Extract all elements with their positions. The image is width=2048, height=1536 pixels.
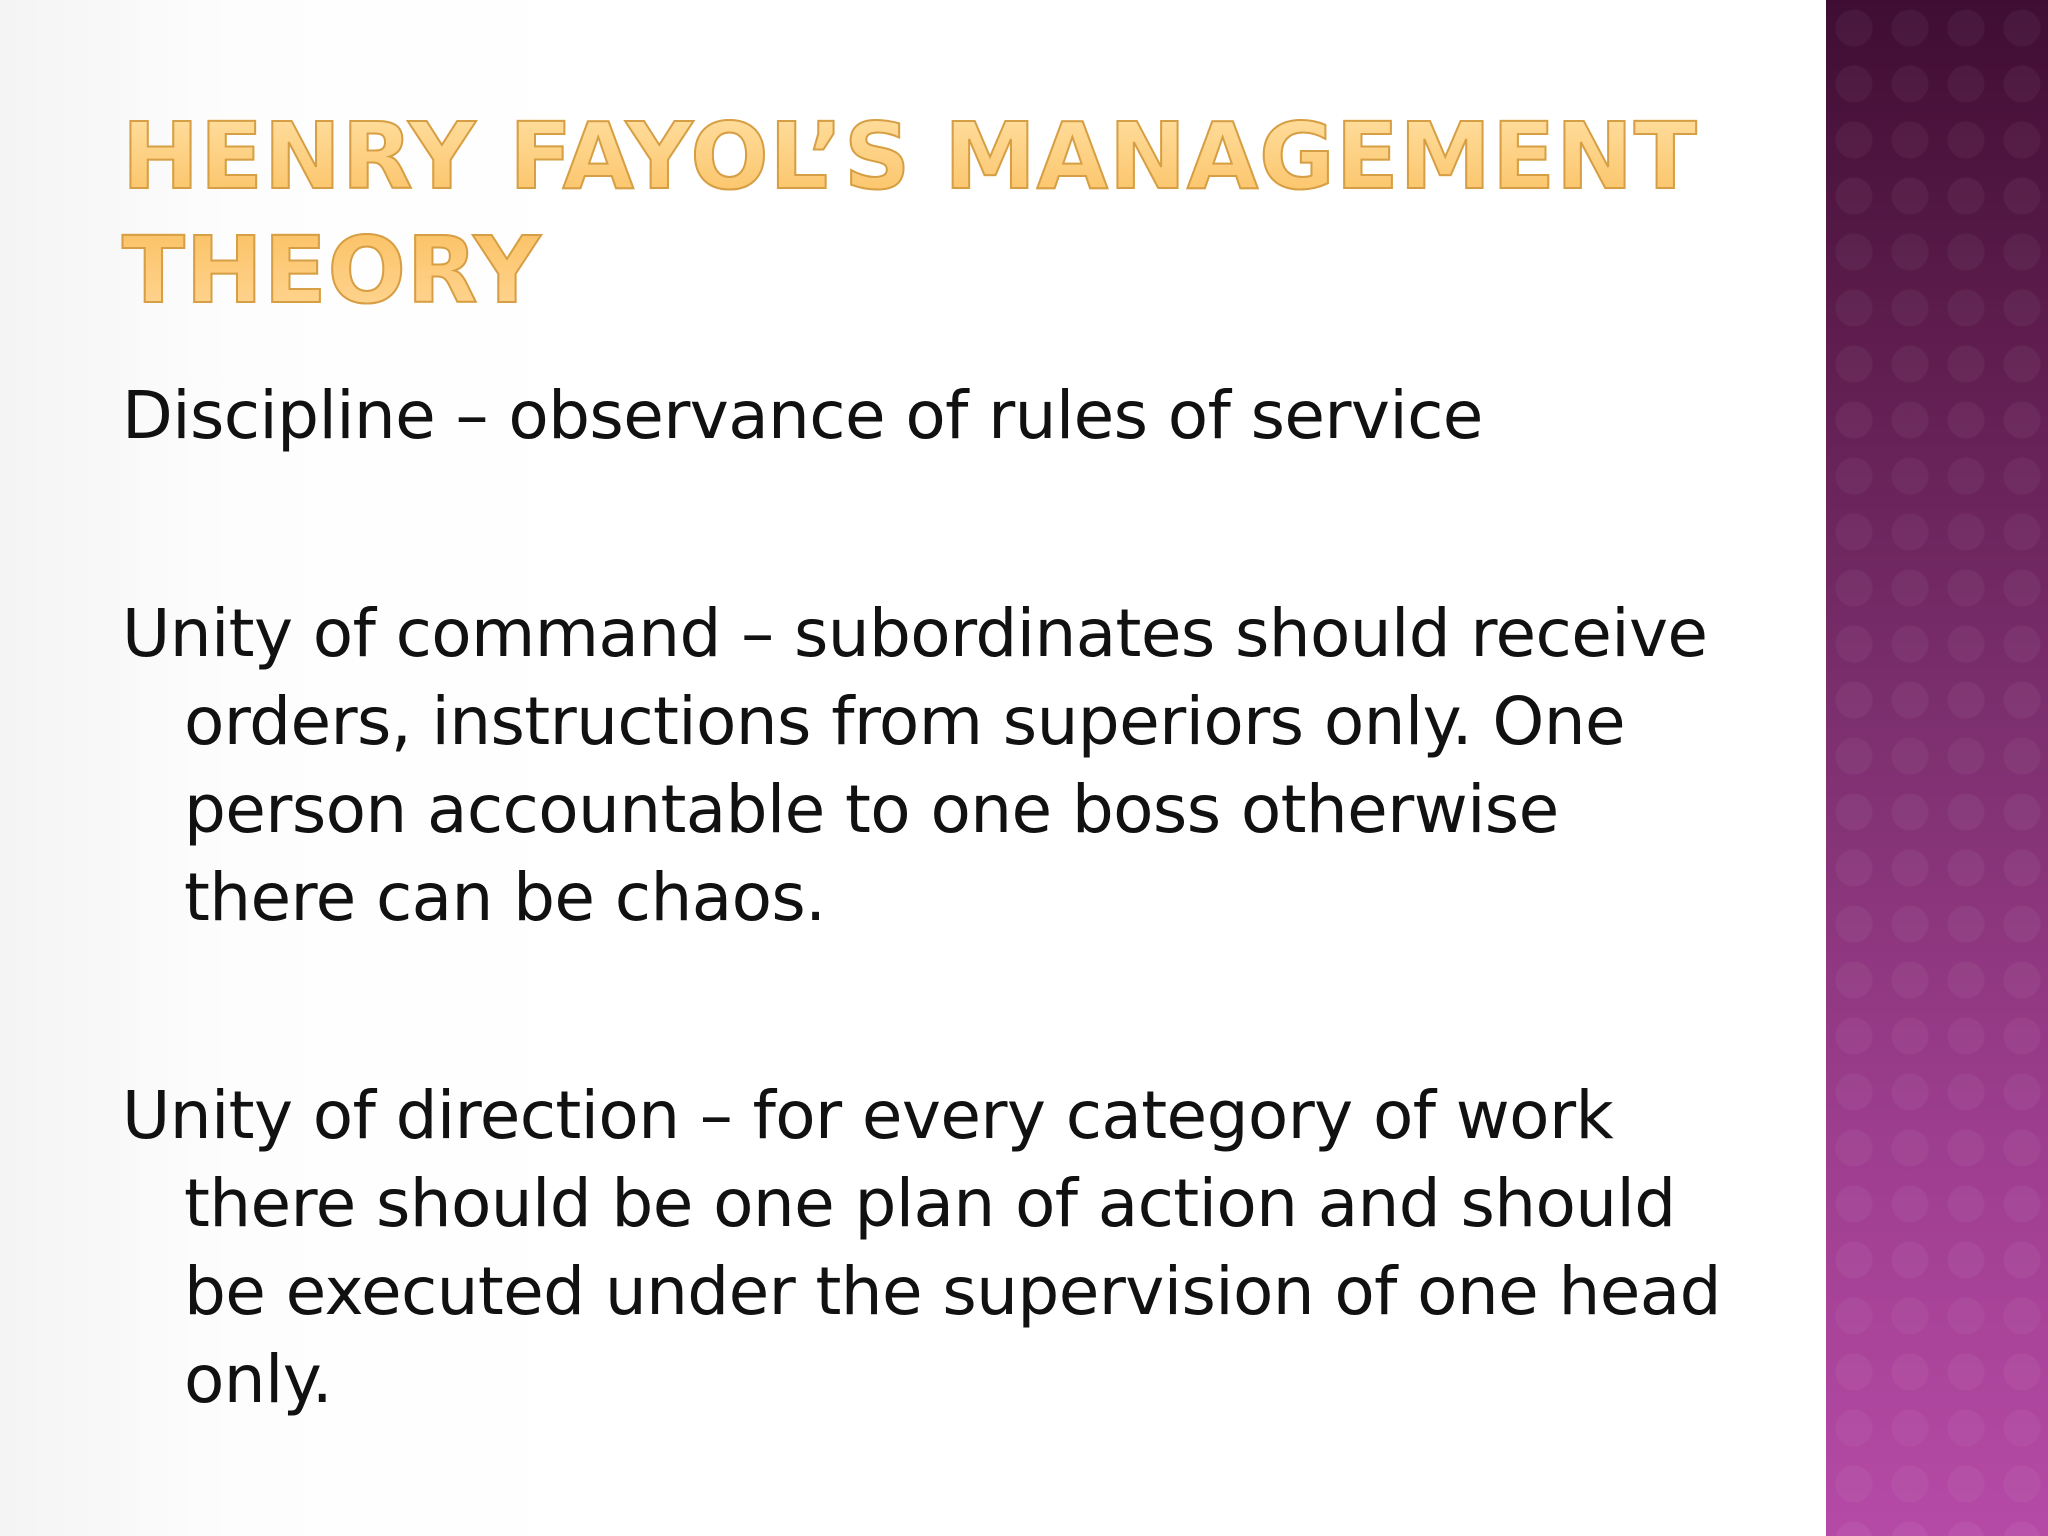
list-item: Unity of command – subordinates should receive orders, instructions from superiors only. One person accountable to one boss otherwise there can be chaos. (122, 595, 1708, 936)
slide-title: HENRY FAYOL’S MANAGEMENT THEORY (122, 100, 1762, 328)
side-bar-pattern (1826, 0, 2048, 1536)
list-item: Discipline – observance of rules of service (122, 377, 1483, 454)
list-item: Unity of direction – for every category of work there should be one plan of action and should be executed under the supervision of one head only. (122, 1077, 1721, 1418)
decorative-side-bar (1826, 0, 2048, 1536)
bullet-list (122, 372, 1722, 1424)
